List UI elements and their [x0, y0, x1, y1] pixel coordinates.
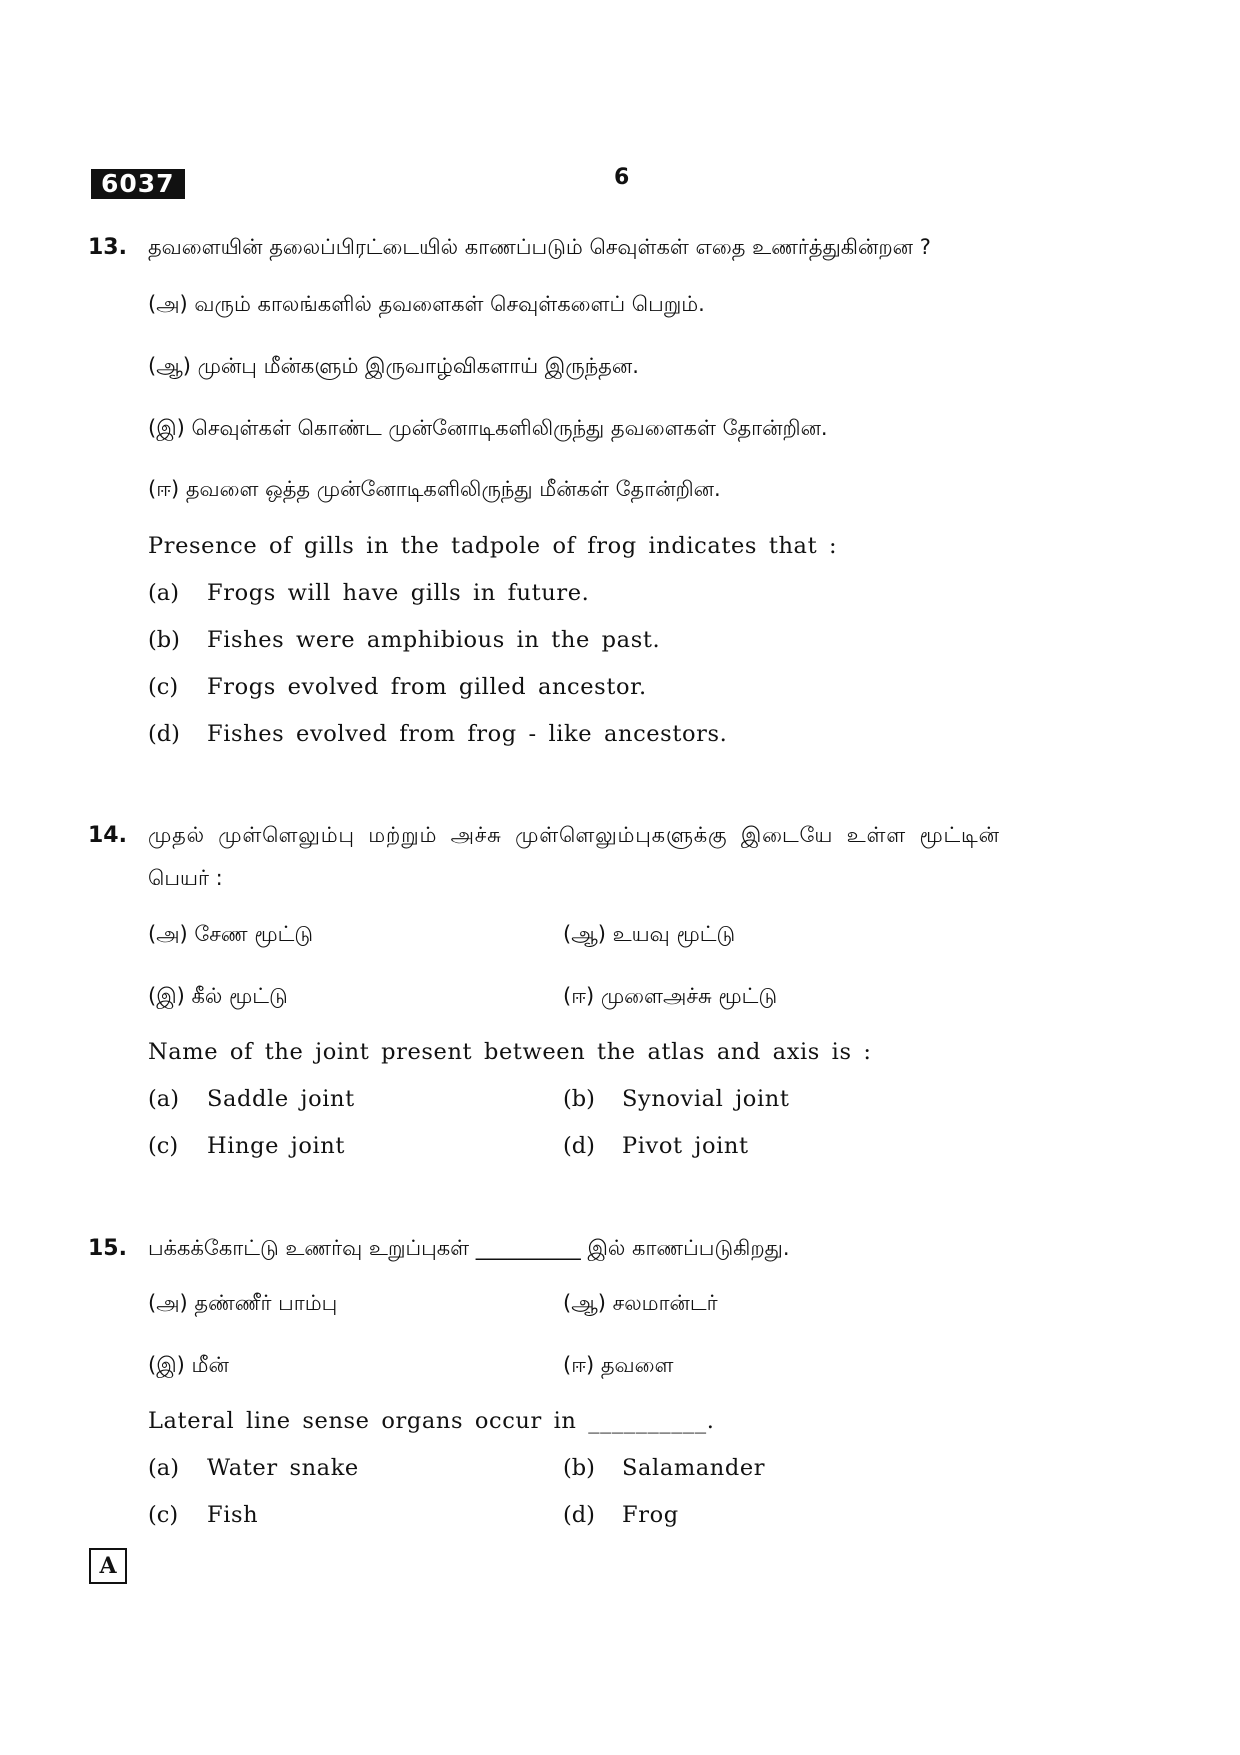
option-text: Fishes evolved from frog - like ancestors.	[207, 721, 728, 747]
option-label: (c)	[148, 674, 179, 700]
tamil-option: (அ) வரும் காலங்களில் தவளைகள் செவுள்களைப் பெறும்.	[148, 292, 705, 316]
tamil-option: (இ) கீல் மூட்டு	[148, 984, 288, 1008]
option-text: Frogs will have gills in future.	[207, 580, 590, 606]
question-text-tamil: முதல் முள்ளெலும்பு மற்றும் அச்சு முள்ளெலும்புகளுக்கு இடையே உள்ள மூட்டின்	[148, 823, 1000, 847]
option-text: Salamander	[622, 1455, 766, 1481]
page-code-badge: 6037	[91, 169, 185, 199]
option-label: (d)	[148, 721, 180, 747]
tamil-option: (ஈ) தவளை ஒத்த முன்னோடிகளிலிருந்து மீன்கள் தோன்றின.	[148, 477, 721, 501]
option-text: Frog	[622, 1502, 679, 1528]
option-text: Fishes were amphibious in the past.	[207, 627, 661, 653]
option-text: Fish	[207, 1502, 259, 1528]
tamil-option: (அ) தண்ணீர் பாம்பு	[148, 1291, 338, 1315]
question-number: 14.	[88, 823, 127, 848]
option-text: Frogs evolved from gilled ancestor.	[207, 674, 647, 700]
tamil-option: (அ) சேண மூட்டு	[148, 922, 314, 946]
option-text: Saddle joint	[207, 1086, 355, 1112]
option-label: (b)	[148, 627, 180, 653]
option-label: (a)	[148, 1455, 179, 1481]
page-number: 6	[614, 165, 630, 190]
question-set-label: A	[89, 1548, 127, 1584]
option-label: (c)	[148, 1133, 179, 1159]
option-label: (d)	[563, 1502, 595, 1528]
tamil-option: (ஆ) உயவு மூட்டு	[563, 922, 736, 946]
option-label: (b)	[563, 1086, 595, 1112]
option-text: Synovial joint	[622, 1086, 790, 1112]
option-label: (a)	[148, 580, 179, 606]
tamil-option: (ஈ) தவளை	[563, 1353, 674, 1377]
tamil-option: (ஆ) சலமான்டர்	[563, 1291, 718, 1315]
option-label: (b)	[563, 1455, 595, 1481]
option-text: Water snake	[207, 1455, 359, 1481]
question-text-english: Lateral line sense organs occur in __________.	[148, 1408, 715, 1434]
question-text-english: Presence of gills in the tadpole of frog indicates that :	[148, 533, 838, 559]
option-label: (a)	[148, 1086, 179, 1112]
option-label: (c)	[148, 1502, 179, 1528]
tamil-option: (இ) மீன்	[148, 1353, 229, 1377]
option-text: Pivot joint	[622, 1133, 749, 1159]
question-number: 15.	[88, 1236, 127, 1261]
question-number: 13.	[88, 235, 127, 260]
option-text: Hinge joint	[207, 1133, 346, 1159]
question-text-tamil: பெயர் :	[148, 866, 223, 890]
option-label: (d)	[563, 1133, 595, 1159]
tamil-option: (ஈ) முளைஅச்சு மூட்டு	[563, 984, 778, 1008]
question-text-english: Name of the joint present between the atlas and axis is :	[148, 1039, 872, 1065]
tamil-option: (ஆ) முன்பு மீன்களும் இருவாழ்விகளாய் இருந்தன.	[148, 354, 639, 378]
question-text-tamil: பக்கக்கோட்டு உணர்வு உறுப்புகள் __________ இல் காணப்படுகிறது.	[148, 1236, 790, 1260]
question-text-tamil: தவளையின் தலைப்பிரட்டையில் காணப்படும் செவுள்கள் எதை உணர்த்துகின்றன ?	[148, 235, 931, 259]
tamil-option: (இ) செவுள்கள் கொண்ட முன்னோடிகளிலிருந்து தவளைகள் தோன்றின.	[148, 416, 828, 440]
